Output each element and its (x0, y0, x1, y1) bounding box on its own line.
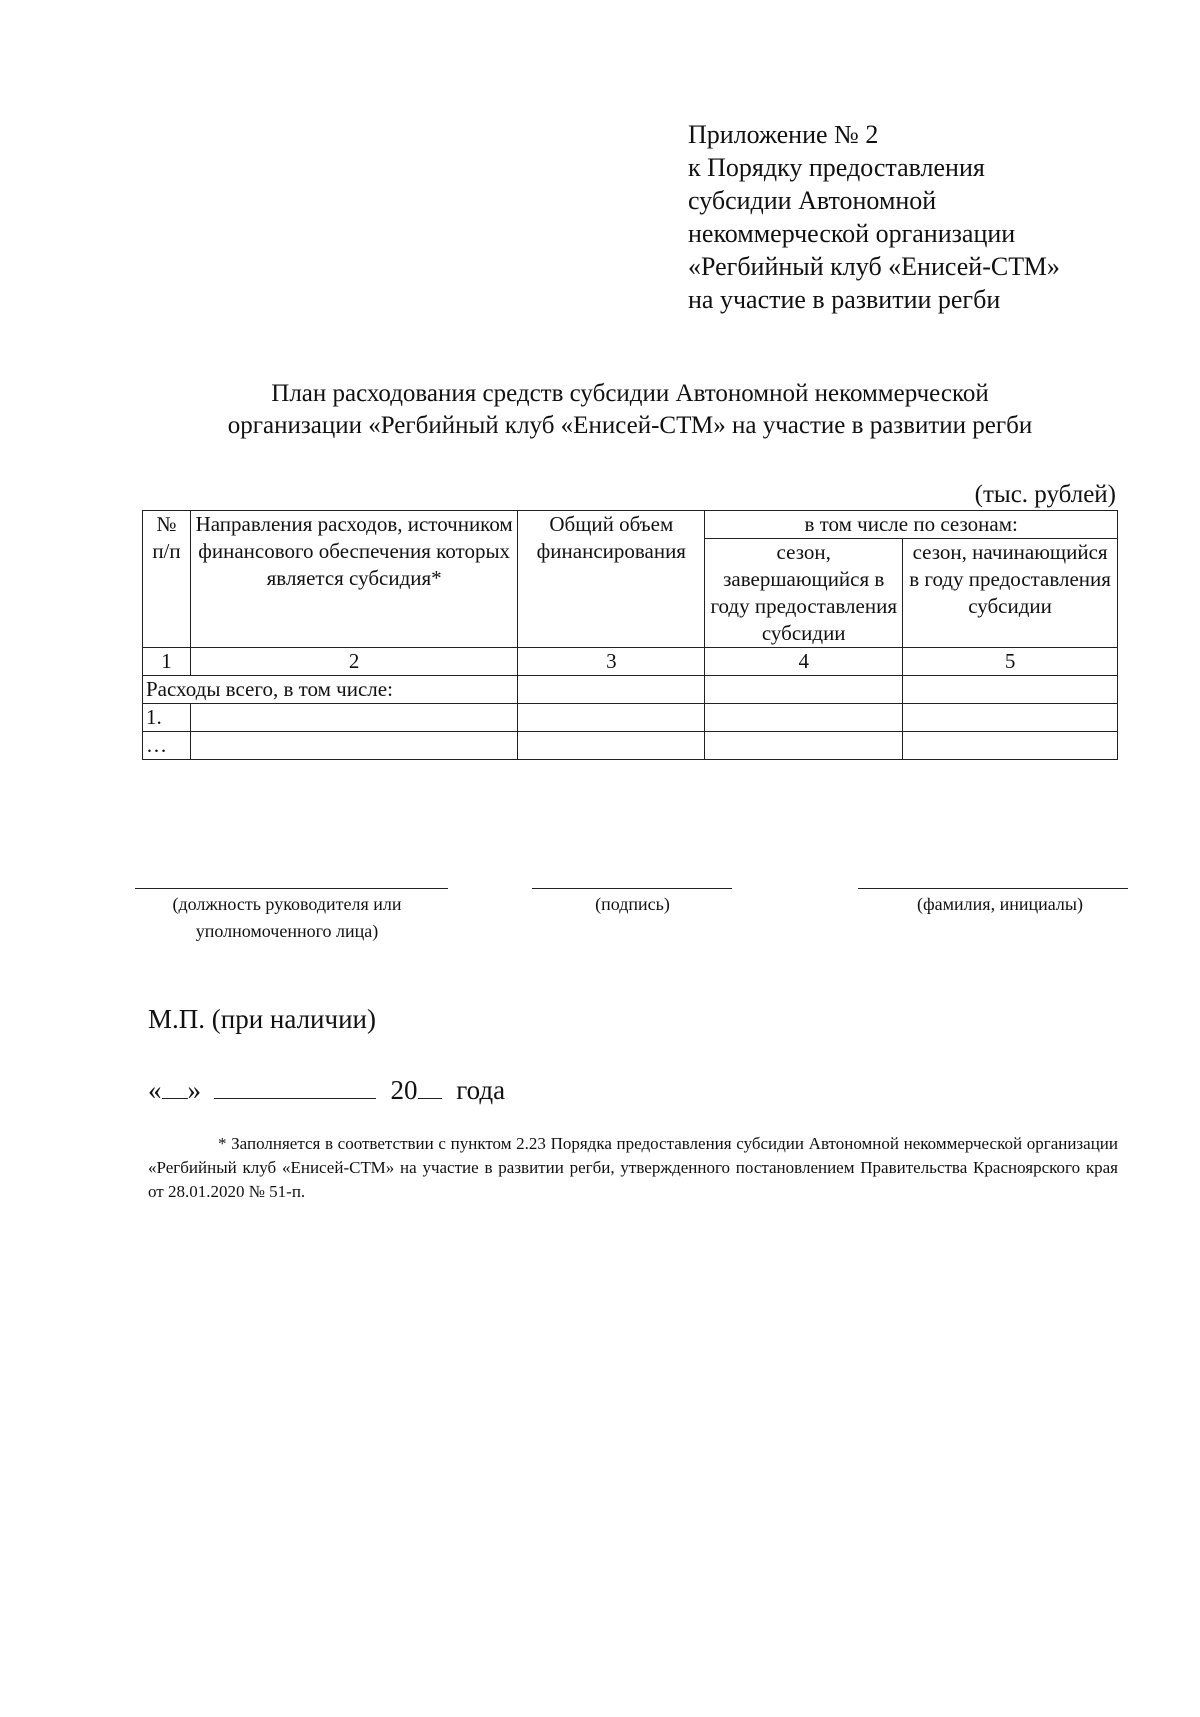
header-season-ending: сезон, завершающийся в году предоставления субсидии (705, 539, 903, 648)
position-signature-line (135, 888, 448, 889)
footnote (148, 1132, 1118, 1204)
table-cell (705, 732, 903, 760)
table-row (143, 732, 1118, 760)
table-cell (705, 704, 903, 732)
name-signature-line (858, 888, 1128, 889)
appendix-line: «Регбийный клуб «Енисей-СТМ» (688, 252, 1060, 281)
year-blank (418, 1074, 442, 1099)
appendix-line: некоммерческой организации (688, 219, 1016, 248)
header-season-starting: сезон, начинающийся в году предоставления субсидии (903, 539, 1118, 648)
title-line: организации «Регбийный клуб «Енисей-СТМ» на участие в развитии регби (227, 412, 1033, 439)
table-cell (518, 704, 705, 732)
appendix-header (688, 118, 1060, 316)
stamp-label: М.П. (при наличии) (148, 1004, 376, 1034)
table-cell (903, 704, 1118, 732)
header-num: № п/п (143, 511, 191, 648)
document-title (150, 378, 1110, 442)
signature-caption: (подпись) (595, 894, 670, 914)
table-cell (903, 676, 1118, 704)
header-seasons: в том числе по сезонам: (705, 511, 1118, 539)
total-row-label: Расходы всего, в том числе: (143, 676, 518, 704)
footnote-text: * Заполняется в соответствии с пунктом 2.23 Порядка предоставления субсидии Автономной некоммерческой организации «Регбийный клуб «Енисей-СТМ» на участие в развитии регби, утвержденного постановлением Правительства Красноярского края от 28.01.2020 № 51-п. (148, 1134, 1118, 1201)
column-number: 5 (903, 648, 1118, 676)
year-prefix: 20 (390, 1075, 418, 1105)
table-cell (903, 732, 1118, 760)
table-header-row (143, 511, 1118, 539)
appendix-line: к Порядку предоставления (688, 153, 985, 182)
column-number: 1 (143, 648, 191, 676)
table-cell (518, 732, 705, 760)
column-number: 3 (518, 648, 705, 676)
open-quote: « (148, 1075, 162, 1105)
table-cell (705, 676, 903, 704)
unit-label: (тыс. рублей) (974, 481, 1116, 508)
appendix-line: Приложение № 2 (688, 120, 879, 149)
row-number: 1. (143, 704, 191, 732)
total-row (143, 676, 1118, 704)
signature-line (532, 888, 732, 889)
column-number: 2 (190, 648, 517, 676)
close-quote: » (187, 1075, 201, 1105)
table-cell (190, 732, 517, 760)
appendix-line: на участие в развитии регби (688, 285, 1001, 314)
year-suffix: года (456, 1075, 506, 1105)
day-blank (162, 1074, 188, 1099)
expense-plan-table (142, 510, 1118, 760)
header-directions: Направления расходов, источником финансового обеспечения которых является субсидия* (190, 511, 517, 648)
table-row (143, 704, 1118, 732)
appendix-line: субсидии Автономной (688, 186, 937, 215)
table-cell (518, 676, 705, 704)
header-total: Общий объем финансирования (518, 511, 705, 648)
row-number: … (143, 732, 191, 760)
date-line (148, 1073, 505, 1107)
table-cell (190, 704, 517, 732)
position-caption: (должность руководителя или уполномоченного лица) (172, 894, 402, 941)
column-number: 4 (705, 648, 903, 676)
title-line: План расходования средств субсидии Автономной некоммерческой (271, 380, 989, 407)
month-blank (214, 1074, 376, 1099)
name-caption: (фамилия, инициалы) (917, 894, 1083, 914)
column-number-row (143, 648, 1118, 676)
